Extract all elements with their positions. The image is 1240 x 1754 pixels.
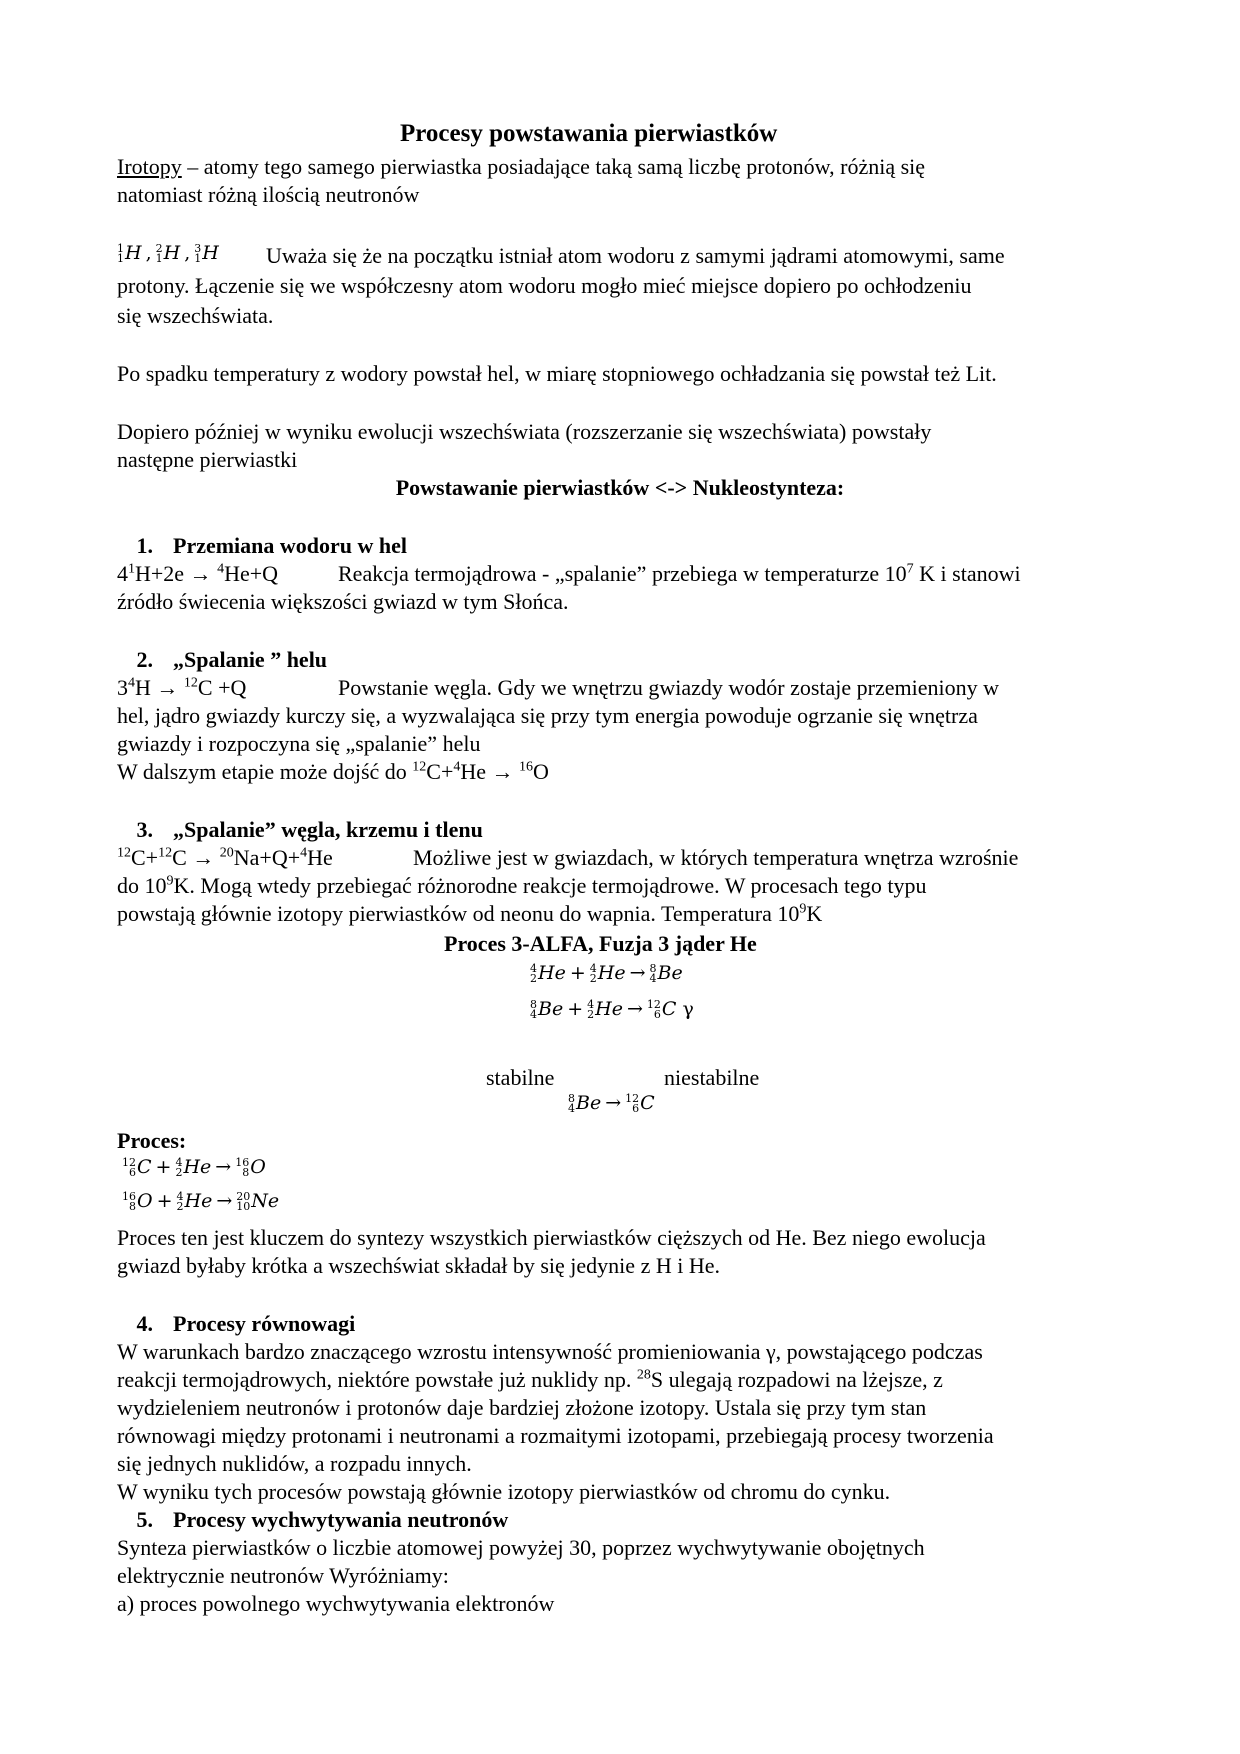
section-heading: Powstawanie pierwiastków <-> Nukleostynteza:	[395, 475, 845, 500]
paragraph-line: Możliwe jest w gwiazdach, w których temperatura wnętrza wzrośnie	[413, 845, 1019, 870]
reaction-equation: $3^4H \to ^{12}C +Q$	[117, 675, 247, 700]
list-heading-5: 5. Procesy wychwytywania neutronów	[136, 1507, 509, 1532]
formula-c-he-o: 12 6 C + 4 2 He → 16 8 O	[122, 1156, 266, 1179]
formula-o-he-ne: 16 8 O + 4 2 He → 20 10 Ne	[122, 1190, 280, 1213]
paragraph-isotopes: Irotopy – atomy tego samego pierwiastka posiadające taką samą liczbę protonów, różnią się	[117, 154, 926, 179]
paragraph-line: protony. Łączenie się we współczesny atom wodoru mogło mieć miejsce dopiero po ochłodzeniu	[117, 273, 972, 298]
paragraph-line: wydzieleniem neutronów i protonów daje bardziej złożone izotopy. Ustala się przy tym stan	[117, 1395, 927, 1420]
paragraph-line: Synteza pierwiastków o liczbie atomowej powyżej 30, poprzez wychwytywanie obojętnych	[117, 1535, 925, 1560]
paragraph-line: W warunkach bardzo znaczącego wzrostu intensywność promieniowania γ, powstającego podczas	[117, 1339, 983, 1364]
page-title: Procesy powstawania pierwiastków	[400, 120, 778, 147]
paragraph-line: następne pierwiastki	[117, 447, 298, 472]
paragraph-line: a) proces powolnego wychwytywania elektronów	[117, 1591, 555, 1616]
paragraph-line: Uważa się że na początku istniał atom wodoru z samymi jądrami atomowymi, same	[266, 243, 1005, 268]
paragraph-line: się wszechświata.	[117, 303, 274, 328]
list-heading-2: 2. „Spalanie ” helu	[136, 647, 328, 672]
list-heading-1: 1. Przemiana wodoru w hel	[136, 533, 408, 558]
paragraph-line: Po spadku temperatury z wodory powstał hel, w miarę stopniowego ochładzania się powstał też Lit.	[117, 361, 997, 386]
paragraph-line: W wyniku tych procesów powstają głównie izotopy pierwiastków od chromu do cynku.	[117, 1479, 891, 1504]
paragraph-line: się jednych nuklidów, a rozpadu innych.	[117, 1451, 472, 1476]
reaction-equation: $4^1H+2e \to ^4He+Q$	[117, 561, 279, 586]
subheading-3-alfa: Proces 3-ALFA, Fuzja 3 jąder He	[444, 931, 757, 956]
paragraph-line: W dalszym etapie może dojść do $^{12}$C+$^4$He → $^{16}$O	[117, 759, 549, 784]
paragraph-line: Dopiero później w wyniku ewolucji wszechświata (rozszerzanie się wszechświata) powstały	[117, 419, 932, 444]
label-niestabilne: niestabilne	[664, 1065, 760, 1090]
paragraph-line: gwiazd byłaby krótka a wszechświat składał by się jedynie z H i He.	[117, 1253, 720, 1278]
paragraph-line: Reakcja termojądrowa - „spalanie” przebiega w temperaturze $10^7$ K i stanowi	[338, 561, 1021, 586]
paragraph-line: równowagi między protonami i neutronami a rozmaitymi izotopami, przebiegają procesy tworzenia	[117, 1423, 994, 1448]
list-heading-4: 4. Procesy równowagi	[136, 1311, 356, 1336]
paragraph-line: do $10^9K$. Mogą wtedy przebiegać różnorodne reakcje termojądrowe. W procesach tego typu	[117, 873, 927, 898]
subheading-proces: Proces:	[117, 1128, 187, 1153]
paragraph-line: Powstanie węgla. Gdy we wnętrzu gwiazdy wodór zostaje przemieniony w	[338, 675, 1000, 700]
paragraph-line: natomiast różną ilością neutronów	[117, 182, 420, 207]
paragraph-line: elektrycznie neutronów Wyróżniamy:	[117, 1563, 449, 1588]
paragraph-line: hel, jądro gwiazdy kurczy się, a wyzwalająca się przy tym energia powoduje ogrzanie się wnętrza	[117, 703, 978, 728]
label-stabilne: stabilne	[486, 1065, 555, 1090]
formula-be-he-c: 8 4 Be + 4 2 He → 12 6 C γ	[530, 998, 694, 1021]
term-isotopy: Irotopy	[117, 154, 182, 179]
paragraph-line: reakcji termojądrowych, niektóre powstałe już nuklidy np. $^{28}$S ulegają rozpadowi na lżejsze, z	[117, 1367, 943, 1392]
paragraph-line: powstają głównie izotopy pierwiastków od neonu do wapnia. Temperatura $10^9K$	[117, 901, 823, 926]
formula-be-c: 8 4 Be → 12 6 C	[568, 1092, 655, 1115]
formula-he-he-be: 4 2 He + 4 2 He → 8 4 Be	[530, 962, 683, 985]
list-heading-3: 3. „Spalanie” węgla, krzemu i tlenu	[136, 817, 483, 842]
reaction-equation: $^{12}$C+$^{12}$C → $^{20}$Na+Q+$^4$He	[117, 845, 333, 870]
paragraph-line: źródło świecenia większości gwiazd w tym Słońca.	[117, 589, 569, 614]
formula-hydrogen-isotopes: 1 1 H , 2 1 H , 3 1 H	[117, 242, 219, 265]
paragraph-line: Proces ten jest kluczem do syntezy wszystkich pierwiastków cięższych od He. Bez niego ewolucja	[117, 1225, 986, 1250]
paragraph-line: gwiazdy i rozpoczyna się „spalanie” helu	[117, 731, 481, 756]
